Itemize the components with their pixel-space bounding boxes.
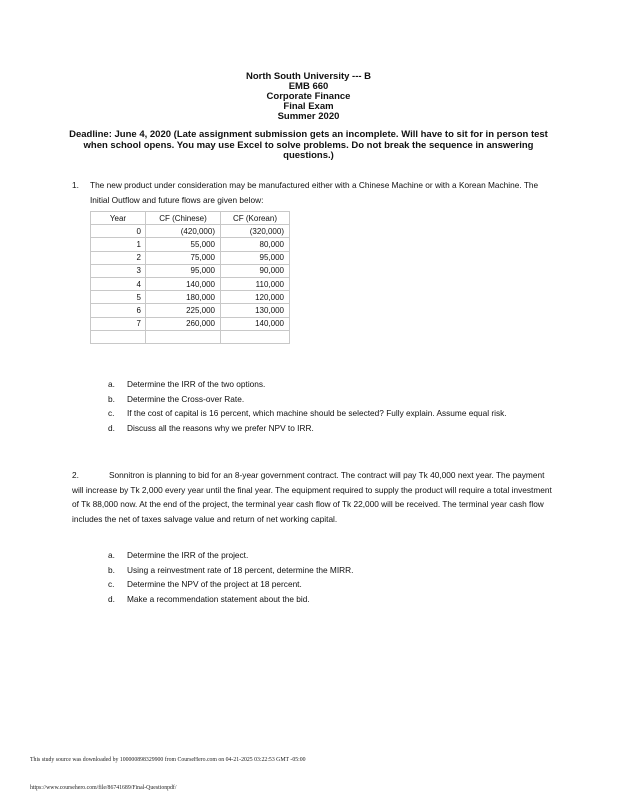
question-number: 2. bbox=[72, 470, 79, 480]
part-text: Discuss all the reasons why we prefer NPV to IRR. bbox=[127, 422, 314, 433]
table-cell: 120,000 bbox=[221, 291, 290, 304]
university-title: North South University --- B bbox=[245, 71, 372, 82]
question-number: 1. bbox=[72, 180, 79, 190]
part-text: Determine the IRR of the project. bbox=[127, 550, 249, 560]
part-letter: c. bbox=[108, 408, 115, 418]
exam-name: Final Exam bbox=[283, 101, 334, 112]
table-cell: 5 bbox=[91, 291, 146, 304]
list-item bbox=[108, 548, 518, 563]
list-item bbox=[108, 406, 518, 421]
column-header: CF (Korean) bbox=[221, 212, 290, 225]
list-item bbox=[108, 592, 518, 607]
table-header-row bbox=[91, 212, 290, 225]
table-cell: 80,000 bbox=[221, 238, 290, 251]
table-row bbox=[91, 304, 290, 317]
part-letter: b. bbox=[108, 564, 115, 575]
table-cell: 260,000 bbox=[146, 317, 221, 330]
table-cell: (320,000) bbox=[221, 225, 290, 238]
part-letter: a. bbox=[108, 550, 115, 560]
table-cell: 7 bbox=[91, 317, 146, 330]
table-cell: 2 bbox=[91, 251, 146, 264]
table-cell: 95,000 bbox=[221, 251, 290, 264]
table-row bbox=[91, 317, 290, 330]
part-letter: b. bbox=[108, 393, 115, 404]
table-cell: 75,000 bbox=[146, 251, 221, 264]
table-cell: 0 bbox=[91, 225, 146, 238]
column-header: CF (Chinese) bbox=[146, 212, 221, 225]
question-2-parts bbox=[108, 548, 518, 606]
table-cell: 225,000 bbox=[146, 304, 221, 317]
part-text: Determine the Cross-over Rate. bbox=[127, 393, 245, 404]
table-cell: 110,000 bbox=[221, 277, 290, 290]
term: Summer 2020 bbox=[277, 111, 340, 122]
table-row bbox=[91, 251, 290, 264]
part-text: Make a recommendation statement about the bid. bbox=[127, 593, 310, 604]
table-cell: 4 bbox=[91, 277, 146, 290]
table-row bbox=[91, 291, 290, 304]
table-cell: (420,000) bbox=[146, 225, 221, 238]
list-item bbox=[108, 577, 518, 592]
part-text: If the cost of capital is 16 percent, which machine should be selected? Fully explain. Assume equal risk. bbox=[127, 408, 507, 418]
download-source-note: This study source was downloaded by 100000898329900 from CourseHero.com on 04-21-2025 03:22:53 GMT -05:00 bbox=[30, 757, 306, 763]
part-letter: d. bbox=[108, 422, 115, 433]
table-cell bbox=[146, 330, 221, 343]
table-cell: 95,000 bbox=[146, 264, 221, 277]
table-row bbox=[91, 238, 290, 251]
deadline-notice: Deadline: June 4, 2020 (Late assignment submission gets an incomplete. Will have to sit for in person test when school opens. You may use Excel to solve problems. Do not break the sequence in answering questions.) bbox=[69, 129, 548, 161]
question-1-parts bbox=[108, 377, 518, 435]
course-name: Corporate Finance bbox=[266, 91, 351, 102]
table-cell bbox=[91, 330, 146, 343]
table-cell: 130,000 bbox=[221, 304, 290, 317]
table-cell: 1 bbox=[91, 238, 146, 251]
part-letter: a. bbox=[108, 379, 115, 389]
cash-flow-table bbox=[90, 211, 290, 344]
table-row bbox=[91, 277, 290, 290]
question-text: Sonnitron is planning to bid for an 8-year government contract. The contract will pay Tk 40,000 next year. The payment will increase by Tk 2,000 every year until the final year. The equipment required to supply the product will require a total investment of Tk 88,000 now. At the end of the project, the terminal year cash flow of Tk 22,000 will be received. The terminal year cash flow includes the net of taxes salvage value and return of net working capital. bbox=[72, 470, 552, 524]
table-row bbox=[91, 225, 290, 238]
exam-header bbox=[0, 72, 617, 122]
table-cell: 55,000 bbox=[146, 238, 221, 251]
table-cell: 3 bbox=[91, 264, 146, 277]
list-item bbox=[108, 421, 518, 436]
part-letter: c. bbox=[108, 579, 115, 589]
part-text: Using a reinvestment rate of 18 percent, determine the MIRR. bbox=[127, 564, 354, 575]
list-item bbox=[108, 563, 518, 578]
list-item bbox=[108, 392, 518, 407]
table-cell: 140,000 bbox=[221, 317, 290, 330]
part-text: Determine the NPV of the project at 18 percent. bbox=[127, 579, 302, 589]
part-text: Determine the IRR of the two options. bbox=[127, 379, 266, 389]
table-cell: 180,000 bbox=[146, 291, 221, 304]
table-cell: 140,000 bbox=[146, 277, 221, 290]
source-url[interactable]: https://www.coursehero.com/file/86741689/Final-Questionpdf/ bbox=[30, 785, 177, 791]
question-2 bbox=[72, 468, 557, 526]
list-item bbox=[108, 377, 518, 392]
column-header: Year bbox=[91, 212, 146, 225]
table-row-empty bbox=[91, 330, 290, 343]
table-row bbox=[91, 264, 290, 277]
table-cell bbox=[221, 330, 290, 343]
table-cell: 6 bbox=[91, 304, 146, 317]
question-text: The new product under consideration may be manufactured either with a Chinese Machine or with a Korean Machine. The Initial Outflow and future flows are given below: bbox=[90, 180, 539, 205]
table-cell: 90,000 bbox=[221, 264, 290, 277]
part-letter: d. bbox=[108, 593, 115, 604]
course-code: EMB 660 bbox=[288, 81, 329, 92]
